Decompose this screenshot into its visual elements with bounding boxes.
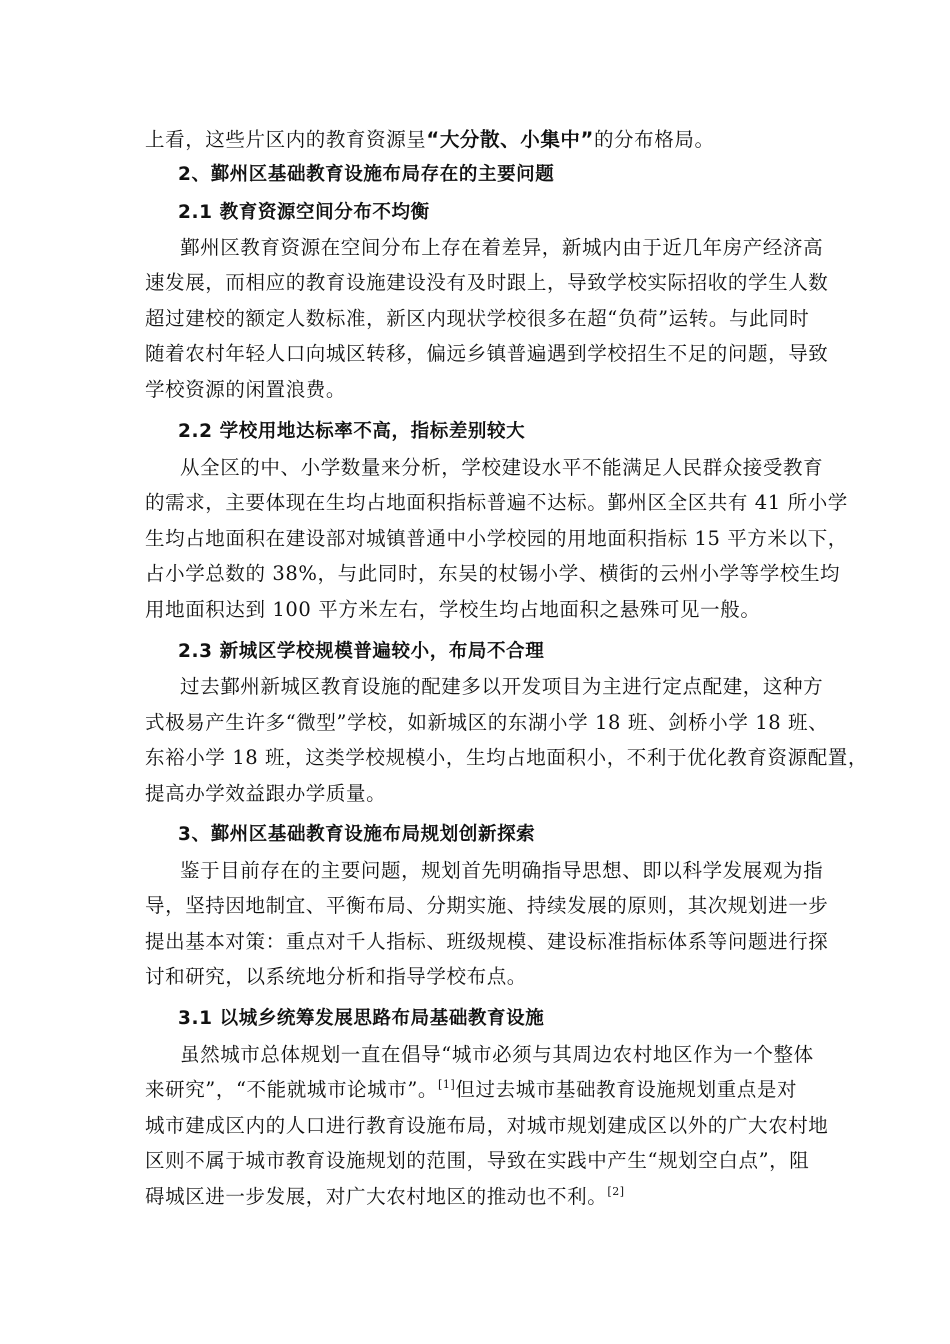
paragraph-line: 从全区的中、小学数量来分析，学校建设水平不能满足人民群众接受教育: [180, 456, 824, 479]
text-run: 的分布格局。: [593, 128, 715, 151]
section-heading-2: 2、鄞州区基础教育设施布局存在的主要问题: [178, 164, 555, 185]
paragraph-line: [145, 1182, 625, 1212]
paragraph-line: 随着农村年轻人口向城区转移，偏远乡镇普遍遇到学校招生不足的问题，导致: [145, 342, 829, 365]
text-run: 但过去城市基础教育设施规划重点是对: [455, 1078, 798, 1101]
paragraph-line: 东裕小学 18 班，这类学校规模小，生均占地面积小，不利于优化教育资源配置，: [145, 746, 869, 769]
paragraph-line: 过去鄞州新城区教育设施的配建多以开发项目为主进行定点配建，这种方: [180, 675, 824, 698]
subsection-heading-3-1: 3.1 以城乡统筹发展思路布局基础教育设施: [178, 1008, 545, 1029]
paragraph-line: 讨和研究，以系统地分析和指导学校布点。: [145, 965, 527, 988]
paragraph-line: 用地面积达到 100 平方米左右，学校生均占地面积之悬殊可见一般。: [145, 598, 761, 621]
paragraph-line: 鄞州区教育资源在空间分布上存在着差异，新城内由于近几年房产经济高: [180, 236, 824, 259]
paragraph-line: [145, 125, 715, 155]
emphasis-text: “大分散、小集中”: [426, 128, 594, 151]
text-run: 上看，这些片区内的教育资源呈: [145, 128, 427, 151]
paragraph-line: [145, 1075, 797, 1105]
subsection-heading-2-1: 2.1 教育资源空间分布不均衡: [178, 202, 430, 223]
paragraph-line: 生均占地面积在建设部对城镇普通中小学校园的用地面积指标 15 平方米以下，: [145, 527, 848, 550]
subsection-heading-2-3: 2.3 新城区学校规模普遍较小，布局不合理: [178, 641, 545, 662]
section-heading-3: 3、鄞州区基础教育设施布局规划创新探索: [178, 824, 536, 845]
paragraph-line: 的需求，主要体现在生均占地面积指标普遍不达标。鄞州区全区共有 41 所小学: [145, 491, 848, 514]
citation-ref[interactable]: [2]: [607, 1185, 625, 1198]
paragraph-line: 速发展，而相应的教育设施建设没有及时跟上，导致学校实际招收的学生人数: [145, 271, 829, 294]
citation-ref[interactable]: [1]: [438, 1078, 456, 1091]
text-run: 来研究”，“不能就城市论城市”。: [145, 1078, 439, 1101]
paragraph-line: 提出基本对策：重点对千人指标、班级规模、建设标准指标体系等问题进行探: [145, 930, 829, 953]
paragraph-line: 虽然城市总体规划一直在倡导“城市必须与其周边农村地区作为一个整体: [180, 1043, 814, 1066]
text-run: 碍城区进一步发展，对广大农村地区的推动也不利。: [145, 1185, 608, 1208]
paragraph-line: 导，坚持因地制宜、平衡布局、分期实施、持续发展的原则，其次规划进一步: [145, 894, 829, 917]
paragraph-line: 超过建校的额定人数标准，新区内现状学校很多在超“负荷”运转。与此同时: [145, 307, 810, 330]
paragraph-line: 城市建成区内的人口进行教育设施布局，对城市规划建成区以外的广大农村地: [145, 1114, 829, 1137]
paragraph-line: 鉴于目前存在的主要问题，规划首先明确指导思想、即以科学发展观为指: [180, 859, 824, 882]
paragraph-line: 学校资源的闲置浪费。: [145, 378, 347, 401]
paragraph-line: 区则不属于城市教育设施规划的范围，导致在实践中产生“规划空白点”，阻: [145, 1149, 810, 1172]
paragraph-line: 提高办学效益跟办学质量。: [145, 782, 387, 805]
paragraph-line: 占小学总数的 38%，与此同时，东吴的杖锡小学、横街的云州小学等学校生均: [145, 562, 841, 585]
subsection-heading-2-2: 2.2 学校用地达标率不高，指标差别较大: [178, 421, 526, 442]
paragraph-line: 式极易产生许多“微型”学校，如新城区的东湖小学 18 班、剑桥小学 18 班、: [145, 711, 829, 734]
